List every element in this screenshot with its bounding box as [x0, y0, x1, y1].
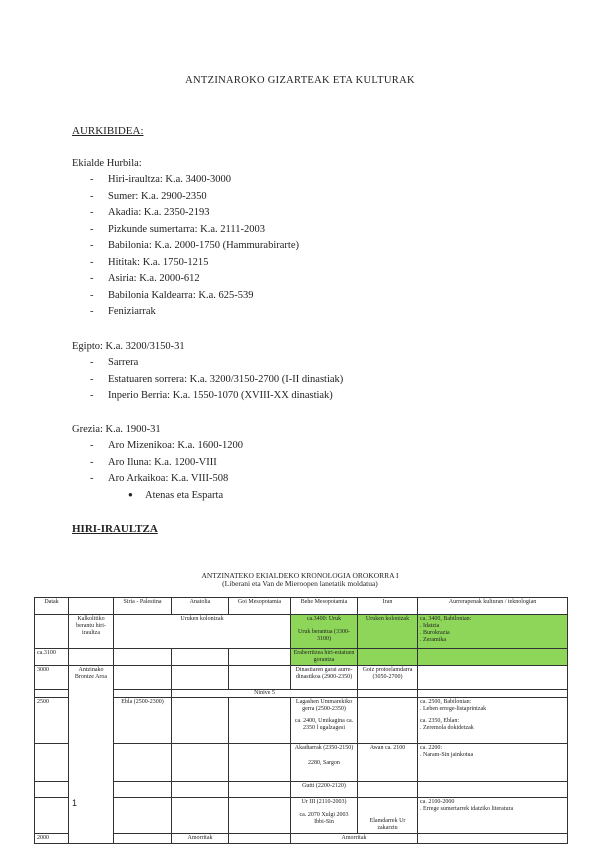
table-cell: Awan ca. 2100 [358, 744, 418, 782]
table-cell: Uruken kolonizak [358, 615, 418, 649]
bullet-icon: ● [128, 490, 133, 499]
sub-list-item: ● Atenas eta Esparta [128, 490, 224, 501]
table-cell: Goiz protoelamdarra (3050-2700) [358, 666, 418, 690]
table-cell [358, 698, 418, 744]
table-cell: Antzinako Brontze Aroa [69, 666, 114, 844]
table-row [35, 744, 568, 782]
page-mark: 1 [72, 798, 78, 808]
header-cell: Behe Mesopotamia [291, 598, 358, 615]
table-cell [418, 782, 568, 798]
list-item: - Hiri-iraultza: K.a. 3400-3000 [90, 174, 232, 185]
table-row [35, 782, 568, 798]
table-cell: Amorritak [172, 834, 229, 844]
list-item: - Babilonia Kaldearra: K.a. 625-539 [90, 290, 254, 301]
table-cell: Ur III (2110-2003) ca. 2070 Xulgi 2003 Ibbi-Sin [291, 798, 358, 834]
table-cell [229, 698, 291, 744]
list-item: - Sarrera [90, 357, 139, 368]
list-item: - Aro Iluna: K.a. 1200-VIII [90, 457, 217, 468]
header-cell: Aurrerapenak kulturan / teknologian [418, 598, 568, 615]
table-cell [35, 690, 69, 698]
table-cell [418, 690, 568, 698]
ekialde-heading: Ekialde Hurbila: [72, 158, 142, 169]
table-cell [172, 666, 229, 690]
table-row [35, 798, 568, 834]
table-cell [35, 782, 69, 798]
table-cell: 3000 [35, 666, 69, 690]
header-cell: Iran [358, 598, 418, 615]
table-cell [418, 649, 568, 666]
list-item: - Hititak: K.a. 1750-1215 [90, 257, 209, 268]
table-cell [114, 798, 172, 834]
table-cell [35, 615, 69, 649]
table-cell [114, 690, 172, 698]
table-cell: Kalkolitiko berantu hiri-iraultza [69, 615, 114, 649]
table-row [35, 698, 568, 744]
table-cell [358, 690, 418, 698]
table-row [35, 615, 568, 649]
table-cell: Ebla (2500-2300) [114, 698, 172, 744]
table-row [35, 666, 568, 690]
list-item: - Feniziarrak [90, 306, 156, 317]
table-cell [229, 666, 291, 690]
table-cell [418, 666, 568, 690]
table-title: ANTZINATEKO EKIALDEKO KRONOLOGIA OROKORRA I [201, 571, 399, 580]
table-row [35, 649, 568, 666]
table-cell [69, 649, 114, 666]
list-item: - Akadia: K.a. 2350-2193 [90, 207, 210, 218]
list-item: - Asiria: K.a. 2000-612 [90, 273, 200, 284]
header-cell: Goi Mesopotamia [229, 598, 291, 615]
table-cell: ca. 3400, Babilonian: . Idatzia . Burokrazia . Zeramika [418, 615, 568, 649]
table-cell [172, 744, 229, 782]
list-item: - Babilonia: K.a. 2000-1750 (Hammurabirarte) [90, 240, 299, 251]
document-title: ANTZINAROKO GIZARTEAK ETA KULTURAK [185, 75, 415, 86]
egipto-heading: Egipto: K.a. 3200/3150-31 [72, 341, 185, 352]
table-cell: Elamdarrek Ur zakarztu [358, 798, 418, 834]
section-heading: HIRI-IRAULTZA [72, 523, 158, 535]
header-cell: Anatolia [172, 598, 229, 615]
table-cell [229, 834, 291, 844]
table-cell: Lagashen Ummarekiko gerra (2500-2350) ca. 2400, Umikagina ca. 2350 l ugalzagesi [291, 698, 358, 744]
table-cell [172, 798, 229, 834]
table-cell [35, 798, 69, 834]
table-cell [418, 834, 568, 844]
table-header-row [35, 598, 568, 615]
header-cell: Siria - Palestina [114, 598, 172, 615]
list-item: - Inperio Berria: K.a. 1550-1070 (XVIII-XX dinastiak) [90, 390, 333, 401]
table-cell: Akadtarrak (2350-2150) 2280, Sargon [291, 744, 358, 782]
table-cell [229, 798, 291, 834]
table-cell [114, 666, 172, 690]
table-row [35, 834, 568, 844]
list-item: - Estatuaren sorrera: K.a. 3200/3150-2700 (I-II dinastiak) [90, 374, 344, 385]
index-heading: AURKIBIDEA: [72, 125, 144, 137]
header-cell [69, 598, 114, 615]
table-cell [114, 649, 172, 666]
chronology-table [34, 597, 568, 844]
table-row [35, 690, 568, 698]
table-cell [358, 782, 418, 798]
table-cell: ca.3400: Uruk Uruk berantua (3300-3100) [291, 615, 358, 649]
table-cell [172, 649, 229, 666]
list-item: - Pizkunde sumertarra: K.a. 2111-2003 [90, 224, 265, 235]
table-cell: Amorritak [291, 834, 418, 844]
table-cell [172, 782, 229, 798]
table-cell [229, 782, 291, 798]
table-cell: 2500 [35, 698, 69, 744]
list-item: - Aro Mizenikoa: K.a. 1600-1200 [90, 440, 244, 451]
table-cell [114, 834, 172, 844]
table-cell [35, 744, 69, 782]
table-cell [114, 744, 172, 782]
table-cell: ca. 2100-2000 . Errege sumertarrek idatziko literatura [418, 798, 568, 834]
grezia-heading: Grezia: K.a. 1900-31 [72, 424, 161, 435]
table-cell: 2000 [35, 834, 69, 844]
list-item: - Aro Arkaikoa: K.a. VIII-508 [90, 473, 229, 484]
table-cell [229, 649, 291, 666]
table-cell: ca.3100 [35, 649, 69, 666]
list-item: - Sumer: K.a. 2900-2350 [90, 191, 207, 202]
table-cell [114, 782, 172, 798]
header-cell: Datak [35, 598, 69, 615]
table-cell: Dinastiaren garai aurre-dinastikoa (2900-2350) [291, 666, 358, 690]
table-cell: Ninive 5 [172, 690, 358, 698]
table-cell: ca. 2200: . Naram-Sin jainkotua [418, 744, 568, 782]
table-cell [358, 649, 418, 666]
table-cell: Gutti (2200-2120) [291, 782, 358, 798]
table-cell: Uruken kolonizak [114, 615, 291, 649]
table-subtitle: (Liberani eta Van de Mieroopen lanetatik moldatua) [222, 579, 378, 588]
table-cell [229, 744, 291, 782]
table-cell: Eraberritzea hiri-estatuen gorantza [291, 649, 358, 666]
table-cell [172, 698, 229, 744]
table-cell: ca. 2500, Babilonian: . Leben errege-listaprintzak ca. 2350, Eblan: . Zeremola dokidetzak [418, 698, 568, 744]
